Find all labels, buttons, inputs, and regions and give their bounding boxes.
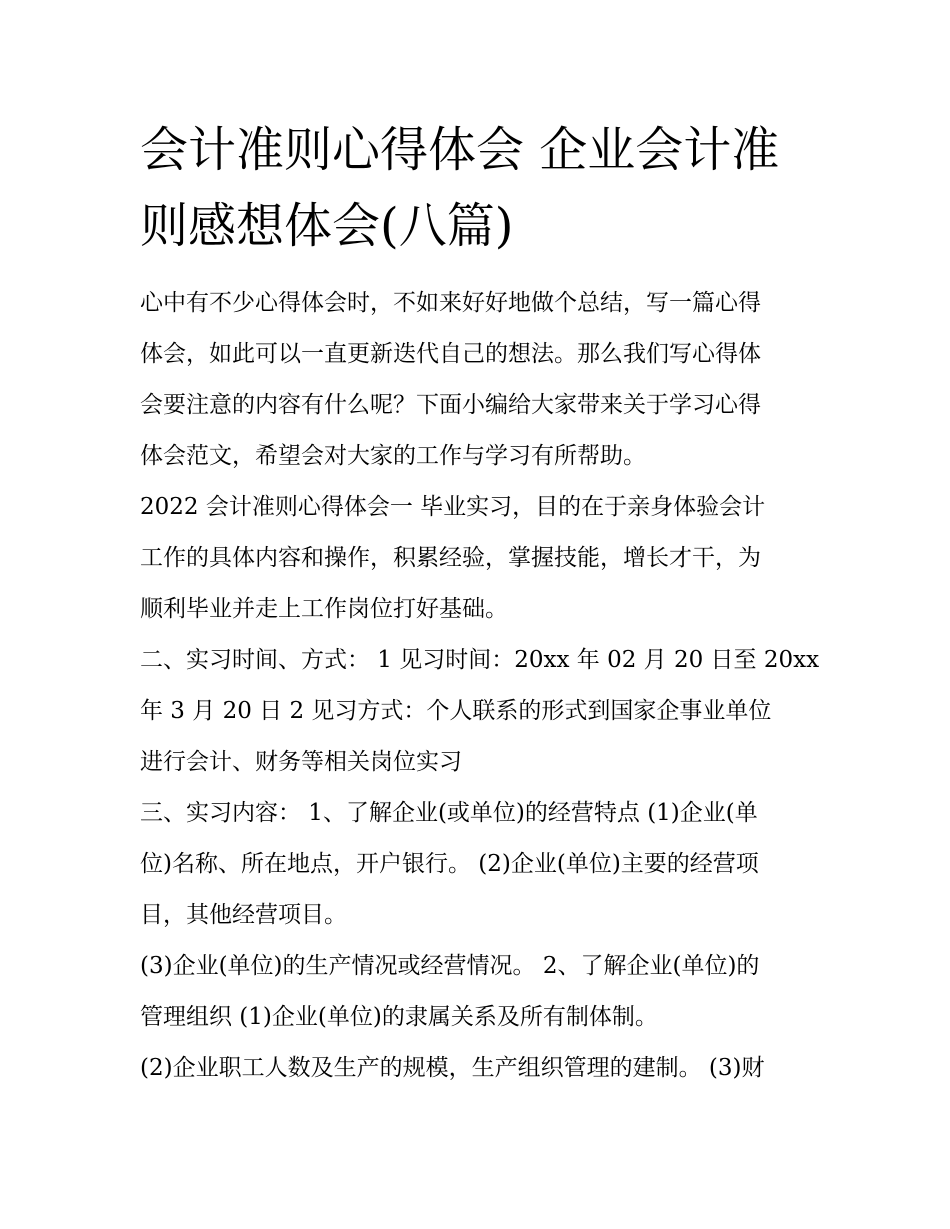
- paragraph-time-method: [140, 635, 820, 788]
- paragraph-staff: [140, 1043, 812, 1094]
- text-line: (3)企业(单位)的生产情况或经营情况。 2、了解企业(单位)的: [140, 953, 760, 979]
- text-line: 位)名称、所在地点，开户银行。 (2)企业(单位)主要的经营项: [140, 851, 759, 877]
- document-page: [140, 112, 820, 1094]
- paragraph-content: [140, 788, 812, 941]
- document-title: [140, 112, 812, 264]
- text-line: 进行会计、财务等相关岗位实习: [140, 749, 462, 775]
- text-line: 三、实习内容： 1、了解企业(或单位)的经营特点 (1)企业(单: [140, 800, 758, 826]
- text-line: 心中有不少心得体会时，不如来好好地做个总结，写一篇心得: [140, 290, 761, 316]
- title-line: 则感想体会(八篇): [140, 198, 514, 254]
- text-line: 目，其他经营项目。: [140, 902, 347, 928]
- text-line: 工作的具体内容和操作，积累经验，掌握技能，增长才干，为: [140, 545, 761, 571]
- text-line: 会要注意的内容有什么呢？下面小编给大家带来关于学习心得: [140, 392, 761, 418]
- text-line: 2022 会计准则心得体会一 毕业实习，目的在于亲身体验会计: [140, 494, 766, 520]
- paragraph-production: [140, 941, 812, 1043]
- text-line: (2)企业职工人数及生产的规模，生产组织管理的建制。 (3)财: [140, 1055, 765, 1081]
- text-line: 二、实习时间、方式： 1 见习时间：20xx 年 02 月 20 日至 20xx: [140, 647, 820, 673]
- title-line: 会计准则心得体会 企业会计准: [140, 122, 780, 178]
- document-body: [140, 278, 820, 1094]
- text-line: 管理组织 (1)企业(单位)的隶属关系及所有制体制。: [140, 1004, 658, 1030]
- paragraph-intro: [140, 278, 812, 482]
- text-line: 顺利毕业并走上工作岗位打好基础。: [140, 596, 508, 622]
- paragraph-purpose: [140, 482, 812, 635]
- text-line: 体会范文，希望会对大家的工作与学习有所帮助。: [140, 443, 646, 469]
- text-line: 体会，如此可以一直更新迭代自己的想法。那么我们写心得体: [140, 341, 761, 367]
- text-line: 年 3 月 20 日 2 见习方式：个人联系的形式到国家企事业单位: [140, 698, 772, 724]
